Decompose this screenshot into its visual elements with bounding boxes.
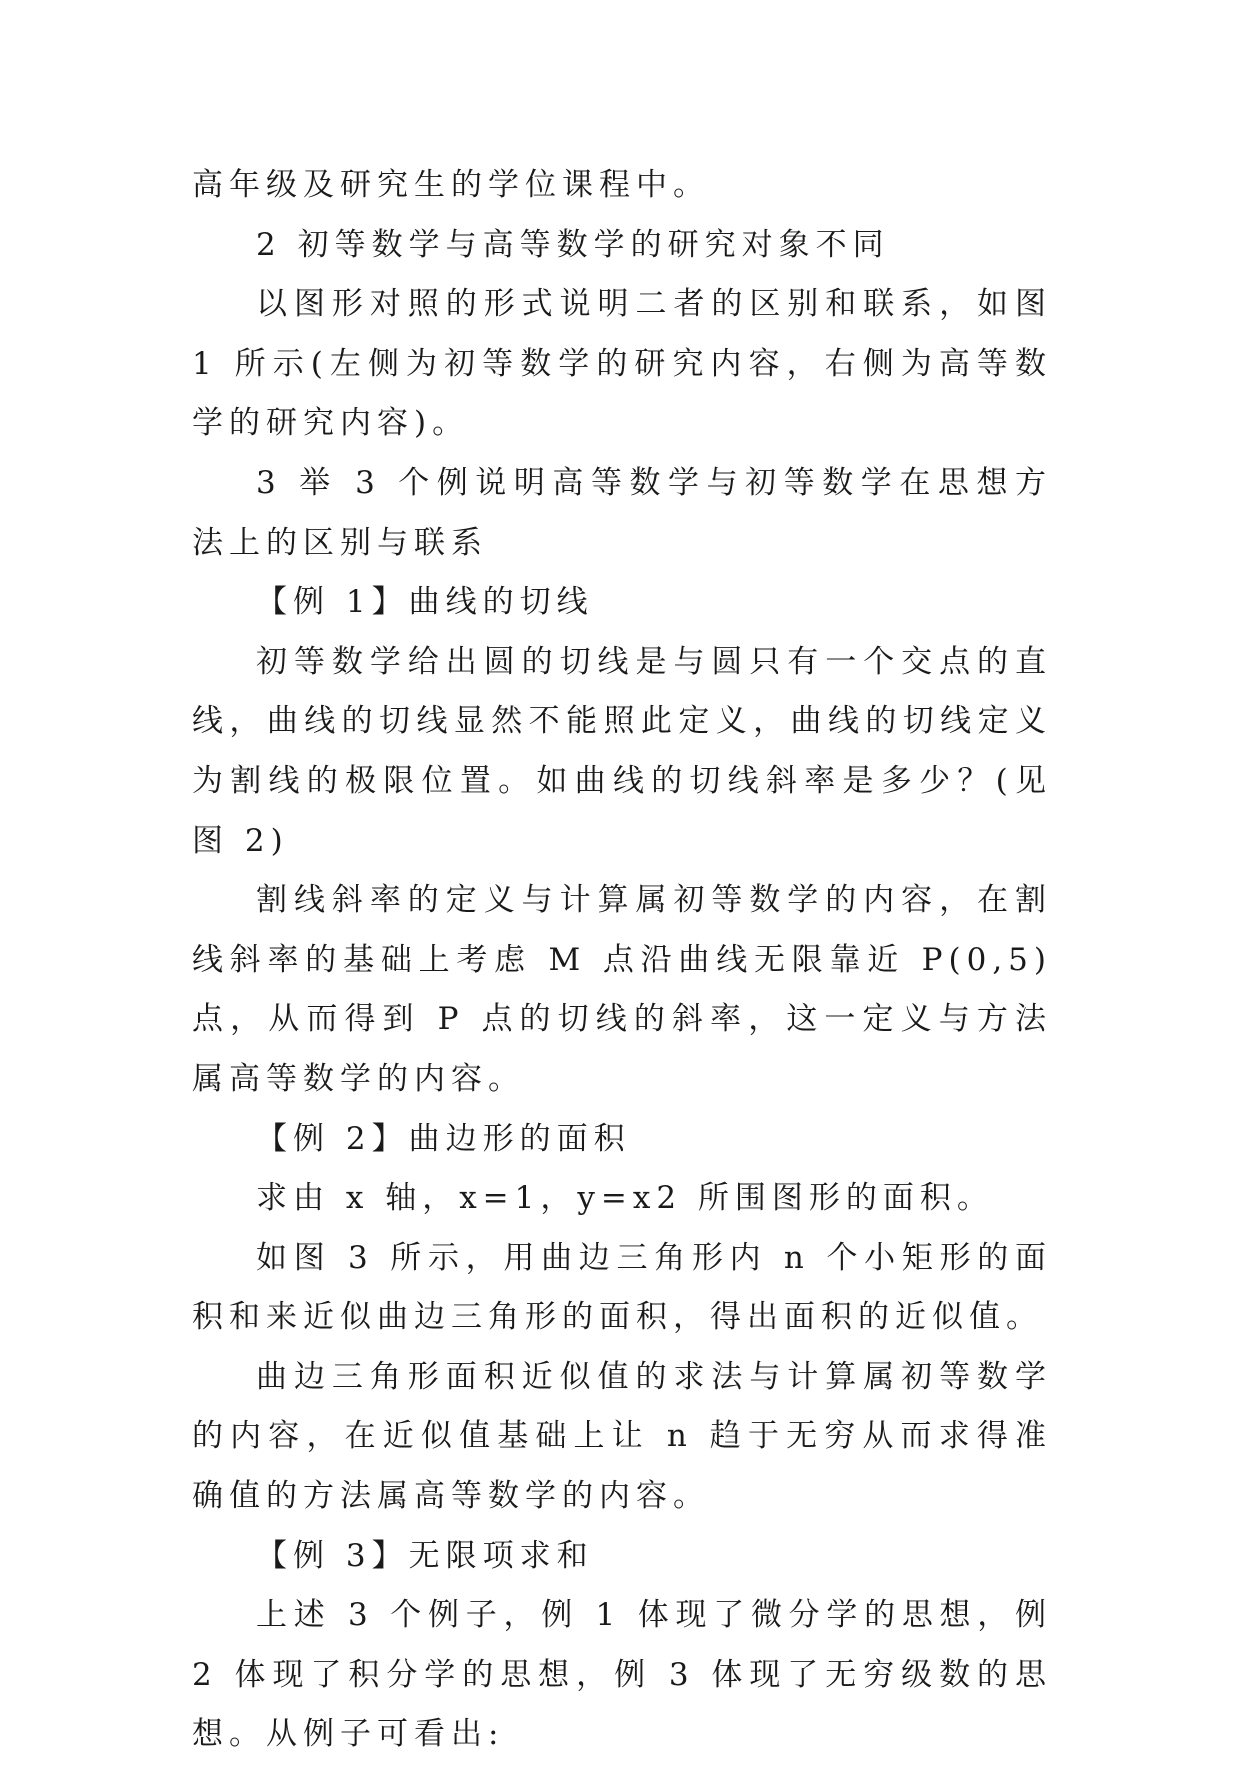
paragraph-figure-3: 如图 3 所示，用曲边三角形内 n 个小矩形的面积和来近似曲边三角形的面积，得出面积的近似值。 (192, 1239, 1052, 1336)
document-body (192, 156, 1052, 1765)
example-2-heading: 【例 2】曲边形的面积 (256, 1120, 631, 1157)
paragraph-continuation: 高年级及研究生的学位课程中。 (192, 167, 710, 203)
paragraph-summary: 上述 3 个例子，例 1 体现了微分学的思想，例 2 体现了积分学的思想，例 3 体现了无穷级数的思想。从例子可看出: (192, 1597, 1052, 1753)
paragraph-area-problem: 求由 x 轴，x=1，y=x2 所围图形的面积。 (256, 1180, 994, 1217)
paragraph-secant-slope: 割线斜率的定义与计算属初等数学的内容，在割线斜率的基础上考虑 M 点沿曲线无限靠近 P(0,5)点，从而得到 P 点的切线的斜率，这一定义与方法属高等数学的内容。 (192, 882, 1052, 1097)
example-1-heading: 【例 1】曲线的切线 (256, 584, 594, 621)
paragraph-figure-1: 以图形对照的形式说明二者的区别和联系，如图 1 所示(左侧为初等数学的研究内容，右侧为高等数学的研究内容)。 (192, 286, 1052, 442)
section-heading-3: 3 举 3 个例说明高等数学与初等数学在思想方法上的区别与联系 (192, 464, 1052, 561)
example-3-heading: 【例 3】无限项求和 (256, 1537, 594, 1574)
paragraph-tangent-definition: 初等数学给出圆的切线是与圆只有一个交点的直线，曲线的切线显然不能照此定义，曲线的切线定义为割线的极限位置。如曲线的切线斜率是多少？(见图 2) (192, 643, 1052, 859)
section-heading-2: 2 初等数学与高等数学的研究对象不同 (256, 226, 890, 263)
paragraph-area-approximation: 曲边三角形面积近似值的求法与计算属初等数学的内容，在近似值基础上让 n 趋于无穷从而求得准确值的方法属高等数学的内容。 (192, 1358, 1052, 1515)
